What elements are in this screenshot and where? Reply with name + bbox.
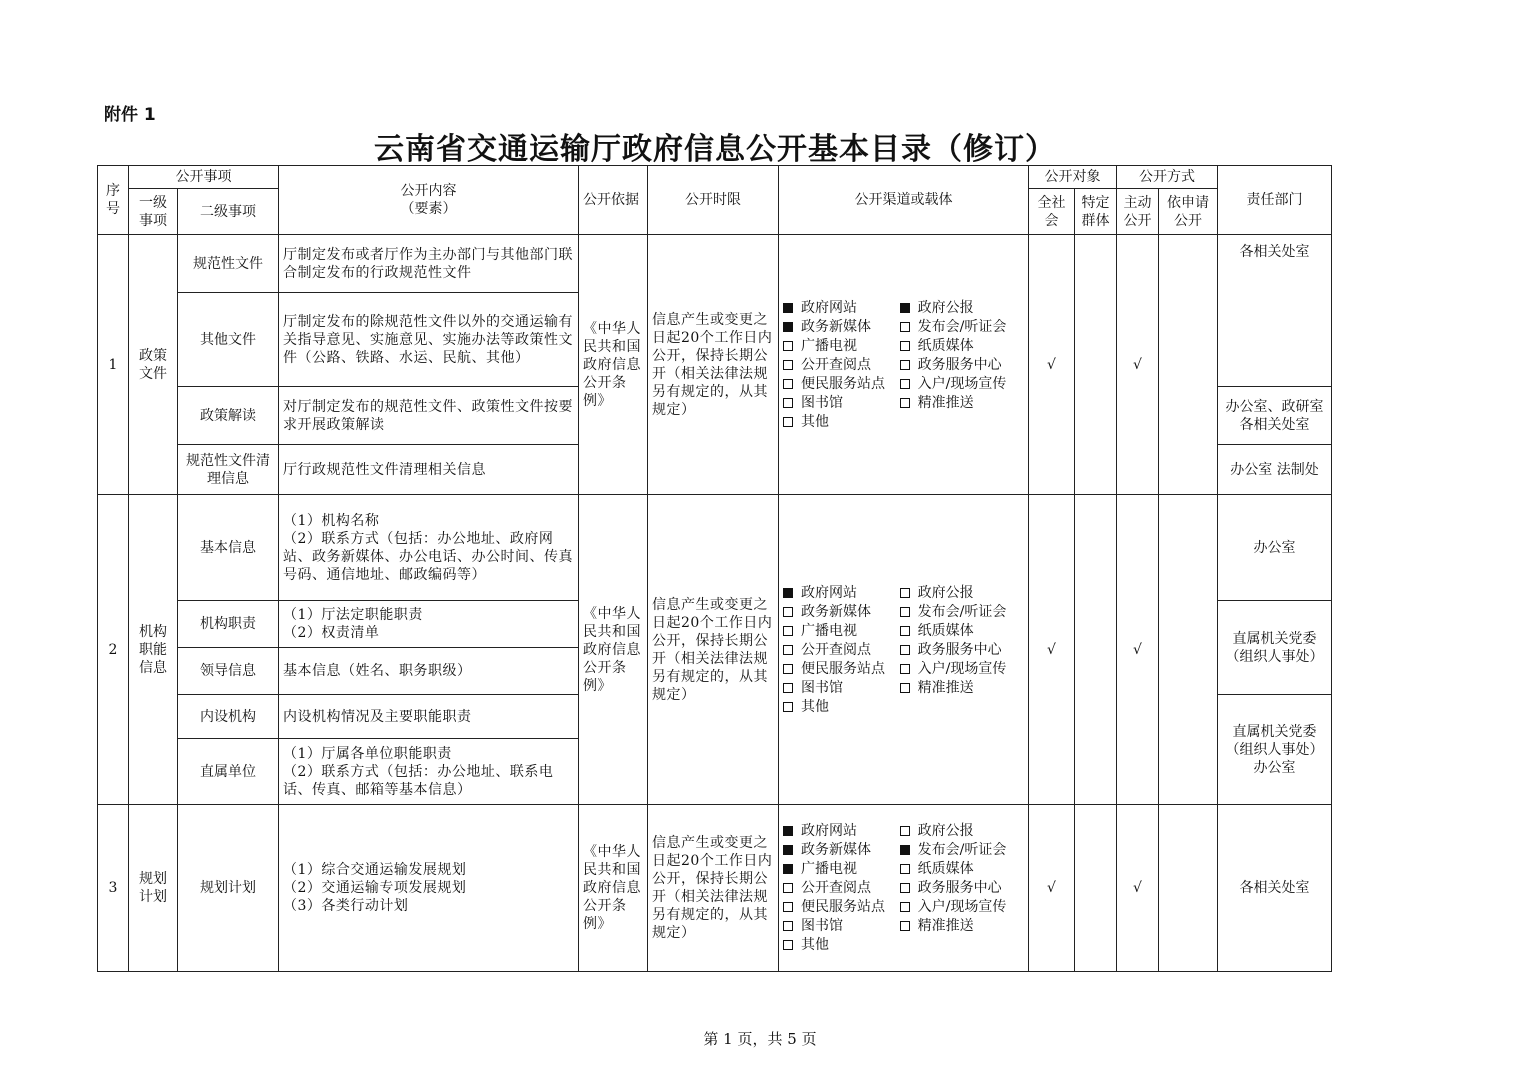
channel-option — [783, 660, 900, 678]
empty-square-icon — [783, 379, 793, 389]
channel-line — [783, 602, 1024, 621]
group-3-basis: 《中华人民共和国政府信息公开条例》 — [579, 805, 648, 972]
group-2-row-3-level2: 领导信息 — [178, 648, 279, 695]
channel-label: 政务新媒体 — [801, 842, 871, 858]
channel-label: 其他 — [801, 937, 829, 953]
empty-square-icon — [783, 607, 793, 617]
group-1-specific-group-cell — [1075, 235, 1117, 495]
empty-square-icon — [900, 645, 910, 655]
channel-label: 便民服务站点 — [801, 899, 885, 915]
group-1-active-check: √ — [1117, 235, 1159, 495]
filled-square-icon — [783, 322, 793, 332]
channel-label: 政务服务中心 — [917, 641, 1002, 658]
group-1-dept-2: 办公室、政研室 各相关处室 — [1218, 387, 1332, 445]
group-1-row-4-level2: 规范性文件清理信息 — [178, 445, 279, 495]
group-1-all-society-check: √ — [1029, 235, 1075, 495]
group-3-seq: 3 — [98, 805, 129, 972]
header-content: 公开内容 （要素） — [279, 166, 579, 235]
filled-square-icon — [783, 588, 793, 598]
group-1-row-3-content: 对厅制定发布的规范性文件、政策性文件按要求开展政策解读 — [279, 387, 579, 445]
group-1-row-2-content: 厅制定发布的除规范性文件以外的交通运输有关指导意见、实施意见、实施办法等政策性文件（公路、铁路、水运、民航、其他） — [279, 293, 579, 387]
group-2-row-1-level2: 基本信息 — [178, 495, 279, 601]
channel-line — [783, 879, 1024, 898]
filled-square-icon — [900, 845, 910, 855]
channel-option — [900, 841, 1024, 859]
group-1-seq: 1 — [98, 235, 129, 495]
channel-label: 政府网站 — [801, 584, 857, 601]
channel-option — [900, 860, 1024, 878]
empty-square-icon — [783, 398, 793, 408]
channel-label: 公开查阅点 — [801, 880, 871, 896]
empty-square-icon — [900, 398, 910, 408]
channel-label: 广播电视 — [801, 337, 857, 354]
group-1-dept-1: 各相关处室 — [1218, 235, 1332, 387]
channel-option — [783, 841, 900, 859]
group-3-channels — [779, 805, 1029, 972]
group-2-all-society-check: √ — [1029, 495, 1075, 805]
group-2-dept-2: 直属机关党委（组织人事处） — [1218, 601, 1332, 695]
channel-label: 精准推送 — [917, 394, 974, 411]
group-2-seq: 2 — [98, 495, 129, 805]
header-public-items: 公开事项 — [129, 166, 279, 189]
empty-square-icon — [900, 360, 910, 370]
channel-option — [900, 337, 1024, 355]
channel-option — [783, 698, 905, 716]
empty-square-icon — [783, 921, 793, 931]
channel-option — [900, 679, 1024, 697]
channel-label: 入户/现场宣传 — [917, 375, 1007, 392]
group-1-basis: 《中华人民共和国政府信息公开条例》 — [579, 235, 648, 495]
group-1-time: 信息产生或变更之日起20个工作日内公开，保持长期公开（相关法律法规另有规定的，从其规定） — [648, 235, 779, 495]
page-footer: 第 1 页，共 5 页 — [703, 1030, 817, 1048]
channel-label: 政府公报 — [917, 823, 974, 839]
channel-option — [783, 822, 900, 840]
channel-label: 政务新媒体 — [801, 603, 871, 620]
group-3-time: 信息产生或变更之日起20个工作日内公开，保持长期公开（相关法律法规另有规定的，从其规定） — [648, 805, 779, 972]
channel-option — [783, 879, 900, 897]
channel-label: 图书馆 — [801, 394, 843, 411]
group-3-active-check: √ — [1117, 805, 1159, 972]
header-channel: 公开渠道或载体 — [779, 166, 1029, 235]
channel-option — [900, 917, 1024, 935]
channel-label: 图书馆 — [801, 918, 843, 934]
channel-label: 政府公报 — [917, 584, 974, 601]
group-2-row-4-level2: 内设机构 — [178, 695, 279, 739]
group-2-time: 信息产生或变更之日起20个工作日内公开，保持长期公开（相关法律法规另有规定的，从其规定） — [648, 495, 779, 805]
filled-square-icon — [783, 303, 793, 313]
group-1-on-request-cell — [1159, 235, 1218, 495]
channel-option — [783, 860, 900, 878]
group-2-row-5-level2: 直属单位 — [178, 739, 279, 805]
channel-option — [783, 679, 900, 697]
group-3-all-society-check: √ — [1029, 805, 1075, 972]
group-2-row-4-content: 内设机构情况及主要职能职责 — [279, 695, 579, 739]
group-3-row-1-content: （1）综合交通运输发展规划 （2）交通运输专项发展规划 （3）各类行动计划 — [279, 805, 579, 972]
channel-option — [783, 413, 905, 431]
channel-label: 公开查阅点 — [801, 641, 871, 658]
channel-label: 便民服务站点 — [801, 375, 885, 392]
channel-label: 其他 — [801, 413, 829, 430]
channel-label: 政务新媒体 — [801, 318, 871, 335]
channel-label: 纸质媒体 — [917, 861, 974, 877]
channel-option — [783, 318, 900, 336]
empty-square-icon — [783, 417, 793, 427]
channel-line — [783, 860, 1024, 879]
empty-square-icon — [783, 626, 793, 636]
channel-label: 纸质媒体 — [917, 622, 974, 639]
channel-option — [783, 299, 900, 317]
group-3-level1: 规划计划 — [129, 805, 178, 972]
channel-line — [783, 697, 1024, 716]
channel-option — [900, 822, 1024, 840]
channel-option — [900, 356, 1024, 374]
channel-option — [783, 936, 905, 954]
empty-square-icon — [783, 683, 793, 693]
group-3-dept-1: 各相关处室 — [1218, 805, 1332, 972]
group-1-channels — [779, 235, 1029, 495]
group-1-row-3-level2: 政策解读 — [178, 387, 279, 445]
channel-line — [783, 336, 1024, 355]
channel-label: 发布会/听证会 — [917, 603, 1007, 620]
channel-option — [783, 584, 900, 602]
empty-square-icon — [783, 902, 793, 912]
channel-label: 其他 — [801, 698, 829, 715]
empty-square-icon — [900, 626, 910, 636]
channel-option — [783, 375, 900, 393]
header-seq: 序号 — [98, 166, 129, 235]
group-2-row-3-content: 基本信息（姓名、职务职级） — [279, 648, 579, 695]
channel-line — [783, 917, 1024, 936]
channel-option — [783, 337, 900, 355]
empty-square-icon — [783, 341, 793, 351]
channel-line — [783, 355, 1024, 374]
channel-label: 纸质媒体 — [917, 337, 974, 354]
channel-option — [900, 879, 1024, 897]
empty-square-icon — [900, 588, 910, 598]
filled-square-icon — [900, 303, 910, 313]
empty-square-icon — [900, 607, 910, 617]
channel-label: 政府公报 — [917, 299, 974, 316]
empty-square-icon — [900, 826, 910, 836]
group-2-specific-group-cell — [1075, 495, 1117, 805]
channel-line — [783, 393, 1024, 412]
channel-label: 图书馆 — [801, 679, 843, 696]
channel-line — [783, 678, 1024, 697]
attachment-label: 附件 1 — [104, 105, 156, 125]
empty-square-icon — [900, 664, 910, 674]
channel-option — [900, 603, 1024, 621]
channel-label: 精准推送 — [917, 679, 974, 696]
channel-option — [783, 356, 900, 374]
group-2-basis: 《中华人民共和国政府信息公开条例》 — [579, 495, 648, 805]
channel-label: 入户/现场宣传 — [917, 899, 1007, 915]
channel-line — [783, 621, 1024, 640]
empty-square-icon — [900, 379, 910, 389]
channel-label: 发布会/听证会 — [917, 318, 1007, 335]
channel-line — [783, 374, 1024, 393]
group-2-level1: 机构职能信息 — [129, 495, 178, 805]
channel-option — [900, 898, 1024, 916]
channel-option — [783, 622, 900, 640]
group-2-dept-3: 直属机关党委（组织人事处）办公室 — [1218, 695, 1332, 805]
header-target: 公开对象 — [1029, 166, 1117, 189]
channel-label: 精准推送 — [917, 918, 974, 934]
header-time: 公开时限 — [648, 166, 779, 235]
header-on-request: 依申请公开 — [1159, 189, 1218, 235]
channel-option — [900, 375, 1024, 393]
empty-square-icon — [900, 883, 910, 893]
header-dept: 责任部门 — [1218, 166, 1332, 235]
channel-line — [783, 640, 1024, 659]
group-2-active-check: √ — [1117, 495, 1159, 805]
channel-line — [783, 583, 1024, 602]
empty-square-icon — [900, 902, 910, 912]
channel-option — [900, 622, 1024, 640]
group-2-row-1-content: （1）机构名称 （2）联系方式（包括：办公地址、政府网站、政务新媒体、办公电话、办公时间、传真号码、通信地址、邮政编码等） — [279, 495, 579, 601]
channel-label: 便民服务站点 — [801, 660, 885, 677]
empty-square-icon — [783, 940, 793, 950]
channel-option — [783, 394, 900, 412]
document-title: 云南省交通运输厅政府信息公开基本目录（修订） — [374, 132, 1056, 167]
channel-line — [783, 898, 1024, 917]
channel-option — [783, 917, 900, 935]
group-1-row-1-level2: 规范性文件 — [178, 235, 279, 293]
header-method: 公开方式 — [1117, 166, 1218, 189]
channel-option — [783, 603, 900, 621]
channel-option — [900, 584, 1024, 602]
channel-option — [783, 641, 900, 659]
empty-square-icon — [783, 664, 793, 674]
channel-line — [783, 822, 1024, 841]
channel-label: 入户/现场宣传 — [917, 660, 1007, 677]
group-2-dept-1: 办公室 — [1218, 495, 1332, 601]
empty-square-icon — [900, 864, 910, 874]
empty-square-icon — [783, 702, 793, 712]
channel-label: 政府网站 — [801, 823, 857, 839]
channel-line — [783, 412, 1024, 431]
group-3-row-1-level2: 规划计划 — [178, 805, 279, 972]
channel-label: 广播电视 — [801, 622, 857, 639]
empty-square-icon — [783, 645, 793, 655]
group-2-channels — [779, 495, 1029, 805]
empty-square-icon — [900, 921, 910, 931]
channel-label: 发布会/听证会 — [917, 842, 1007, 858]
empty-square-icon — [783, 883, 793, 893]
group-2-row-2-level2: 机构职责 — [178, 601, 279, 648]
channel-option — [900, 660, 1024, 678]
channel-label: 公开查阅点 — [801, 356, 871, 373]
channel-option — [900, 394, 1024, 412]
group-1-dept-3: 办公室 法制处 — [1218, 445, 1332, 495]
filled-square-icon — [783, 845, 793, 855]
catalog-table — [97, 165, 1332, 972]
channel-line — [783, 659, 1024, 678]
channel-label: 政务服务中心 — [917, 356, 1002, 373]
group-1-level1: 政策文件 — [129, 235, 178, 495]
empty-square-icon — [900, 683, 910, 693]
channel-option — [900, 641, 1024, 659]
channel-line — [783, 298, 1024, 317]
filled-square-icon — [783, 864, 793, 874]
channel-option — [783, 898, 900, 916]
channel-option — [900, 299, 1024, 317]
filled-square-icon — [783, 826, 793, 836]
channel-label: 政务服务中心 — [917, 880, 1002, 896]
header-level1: 一级事项 — [129, 189, 178, 235]
empty-square-icon — [783, 360, 793, 370]
channel-label: 广播电视 — [801, 861, 857, 877]
group-3-specific-group-cell — [1075, 805, 1117, 972]
header-active: 主动公开 — [1117, 189, 1159, 235]
group-2-row-5-content: （1）厅属各单位职能职责 （2）联系方式（包括：办公地址、联系电话、传真、邮箱等基本信息） — [279, 739, 579, 805]
header-all-society: 全社会 — [1029, 189, 1075, 235]
group-3-on-request-cell — [1159, 805, 1218, 972]
channel-label: 政府网站 — [801, 299, 857, 316]
group-2-on-request-cell — [1159, 495, 1218, 805]
channel-line — [783, 841, 1024, 860]
header-level2: 二级事项 — [178, 189, 279, 235]
group-2-row-2-content: （1）厅法定职能职责 （2）权责清单 — [279, 601, 579, 648]
group-1-row-1-content: 厅制定发布或者厅作为主办部门与其他部门联合制定发布的行政规范性文件 — [279, 235, 579, 293]
header-basis: 公开依据 — [579, 166, 648, 235]
group-1-row-2-level2: 其他文件 — [178, 293, 279, 387]
empty-square-icon — [900, 322, 910, 332]
channel-option — [900, 318, 1024, 336]
empty-square-icon — [900, 341, 910, 351]
header-specific-group: 特定群体 — [1075, 189, 1117, 235]
group-1-row-4-content: 厅行政规范性文件清理相关信息 — [279, 445, 579, 495]
channel-line — [783, 317, 1024, 336]
channel-line — [783, 936, 1024, 955]
